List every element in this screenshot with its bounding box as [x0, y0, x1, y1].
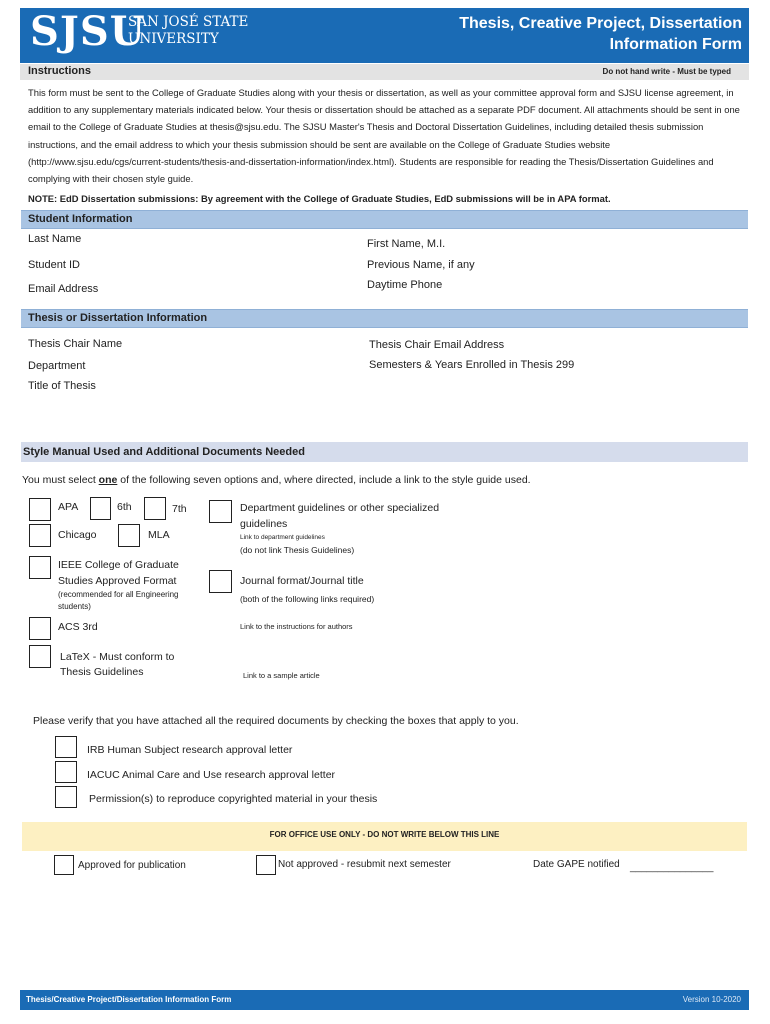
- date-gape-line[interactable]: _______________: [630, 862, 714, 873]
- ieee-note: [58, 589, 179, 613]
- apa-checkbox[interactable]: [29, 498, 51, 521]
- department-guidelines-note: (do not link Thesis Guidelines): [240, 545, 355, 555]
- semesters-field[interactable]: Semesters & Years Enrolled in Thesis 299: [369, 359, 575, 371]
- ieee-label-line2: Studies Approved Format: [58, 575, 177, 587]
- not-approved-checkbox[interactable]: [256, 855, 276, 875]
- edd-note: NOTE: EdD Dissertation submissions: By agreement with the College of Graduate Studies, EdD submissions will be in APA format.: [28, 193, 611, 204]
- sjsu-logo: SJSU: [30, 8, 146, 55]
- ieee-note-line1: (recommended for all Engineering: [58, 590, 179, 599]
- acs-checkbox[interactable]: [29, 617, 51, 640]
- university-name-line1: SAN JOSÉ STATE: [128, 14, 249, 30]
- office-use-banner: [22, 822, 747, 851]
- form-title: [459, 13, 742, 55]
- apa-6th-label: 6th: [117, 501, 132, 513]
- journal-format-checkbox[interactable]: [209, 570, 232, 593]
- mla-checkbox[interactable]: [118, 524, 140, 547]
- department-guidelines-checkbox[interactable]: [209, 500, 232, 523]
- style-section-header: [21, 442, 748, 462]
- footer-form-name: Thesis/Creative Project/Dissertation Information Form: [26, 995, 232, 1004]
- chair-name-field[interactable]: Thesis Chair Name: [28, 338, 123, 350]
- department-guidelines-line1: Department guidelines or other specialized: [240, 502, 440, 514]
- style-instruction-post: of the following seven options and, where directed, include a link to the style guide used.: [117, 474, 531, 486]
- chicago-label: Chicago: [58, 529, 97, 541]
- approved-checkbox[interactable]: [54, 855, 74, 875]
- journal-format-note: (both of the following links required): [240, 594, 375, 604]
- mla-label: MLA: [148, 529, 170, 541]
- journal-format-label: Journal format/Journal title: [240, 575, 364, 587]
- typed-notice: Do not hand write - Must be typed: [602, 67, 731, 76]
- style-instruction: [22, 474, 531, 486]
- student-id-field[interactable]: Student ID: [28, 259, 80, 271]
- not-approved-label: Not approved - resubmit next semester: [278, 859, 451, 870]
- student-section-header: [21, 210, 748, 229]
- last-name-field[interactable]: Last Name: [28, 233, 82, 245]
- instructions-bar: [20, 64, 749, 80]
- style-instruction-pre: You must select: [22, 474, 99, 486]
- ieee-label-line1: IEEE College of Graduate: [58, 559, 179, 571]
- acs-label: ACS 3rd: [58, 621, 98, 633]
- iacuc-label: IACUC Animal Care and Use research approval letter: [87, 769, 336, 781]
- permissions-checkbox[interactable]: [55, 786, 77, 808]
- sample-article-link[interactable]: Link to a sample article: [243, 671, 320, 680]
- irb-label: IRB Human Subject research approval letter: [87, 744, 293, 756]
- apa-label: APA: [58, 501, 79, 513]
- previous-name-field[interactable]: Previous Name, if any: [367, 259, 475, 271]
- office-use-text: FOR OFFICE USE ONLY - DO NOT WRITE BELOW THIS LINE: [269, 830, 500, 839]
- form-title-line2: Information Form: [609, 36, 742, 53]
- iacuc-checkbox[interactable]: [55, 761, 77, 783]
- thesis-section-header: [21, 309, 748, 328]
- chair-email-field[interactable]: Thesis Chair Email Address: [369, 339, 505, 351]
- footer-version: Version 10-2020: [682, 995, 741, 1004]
- instructions-paragraph: This form must be sent to the College of Graduate Studies along with your thesis or dissertation, as well as your committee approval form and SJSU license agreement, in addition to any supplementary materials indicated below. Your thesis or dissertation should be attached as a separate PDF document. All attachments should be sent in one email to the College of Graduate Studies at thesis@sjsu.edu. The SJSU Master's Thesis and Doctoral Dissertation Guidelines, including detailed thesis submission instructions, and the email address to which your thesis submission should be sent are available on the College of Graduate Studies website (http://www.sjsu.edu/cgs/current-students/thesis-and-dissertation-information/index.html). Students are responsible for reading the Thesis/Dissertation Guidelines and complying with their chosen style guide.: [28, 87, 740, 185]
- university-name: [128, 14, 248, 48]
- department-field[interactable]: Department: [28, 360, 86, 372]
- instructions-label: Instructions: [28, 65, 91, 77]
- email-field[interactable]: Email Address: [28, 283, 99, 295]
- instructions-for-authors-link[interactable]: Link to the instructions for authors: [240, 622, 353, 631]
- date-gape-label: Date GAPE notified: [533, 859, 620, 870]
- first-name-field[interactable]: First Name, M.I.: [367, 238, 446, 250]
- phone-field[interactable]: Daytime Phone: [367, 279, 443, 291]
- irb-checkbox[interactable]: [55, 736, 77, 758]
- style-section-title: Style Manual Used and Additional Documents Needed: [23, 446, 305, 458]
- latex-label: [60, 650, 174, 680]
- department-guidelines-label: [240, 500, 439, 532]
- style-instruction-emphasis: one: [98, 474, 118, 486]
- approved-label: Approved for publication: [78, 860, 186, 871]
- department-guidelines-link[interactable]: Link to department guidelines: [240, 534, 325, 541]
- apa-7th-checkbox[interactable]: [144, 497, 166, 520]
- department-guidelines-line2: guidelines: [240, 518, 288, 530]
- ieee-checkbox[interactable]: [29, 556, 51, 579]
- apa-7th-label: 7th: [172, 503, 187, 515]
- form-title-line1: Thesis, Creative Project, Dissertation: [459, 15, 742, 32]
- thesis-title-field[interactable]: Title of Thesis: [28, 380, 96, 392]
- latex-label-line2: Thesis Guidelines: [60, 666, 144, 678]
- latex-label-line1: LaTeX - Must conform to: [60, 651, 175, 663]
- apa-6th-checkbox[interactable]: [90, 497, 111, 520]
- thesis-section-title: Thesis or Dissertation Information: [28, 312, 208, 324]
- ieee-label: [58, 557, 179, 589]
- ieee-note-line2: students): [58, 602, 91, 611]
- student-section-title: Student Information: [28, 213, 133, 225]
- permissions-label: Permission(s) to reproduce copyrighted material in your thesis: [89, 793, 378, 805]
- latex-checkbox[interactable]: [29, 645, 51, 668]
- verify-prompt: Please verify that you have attached all the required documents by checking the boxes that apply to you.: [33, 715, 519, 727]
- university-name-line2: UNIVERSITY: [128, 31, 219, 47]
- chicago-checkbox[interactable]: [29, 524, 51, 547]
- footer-bar: [20, 990, 749, 1010]
